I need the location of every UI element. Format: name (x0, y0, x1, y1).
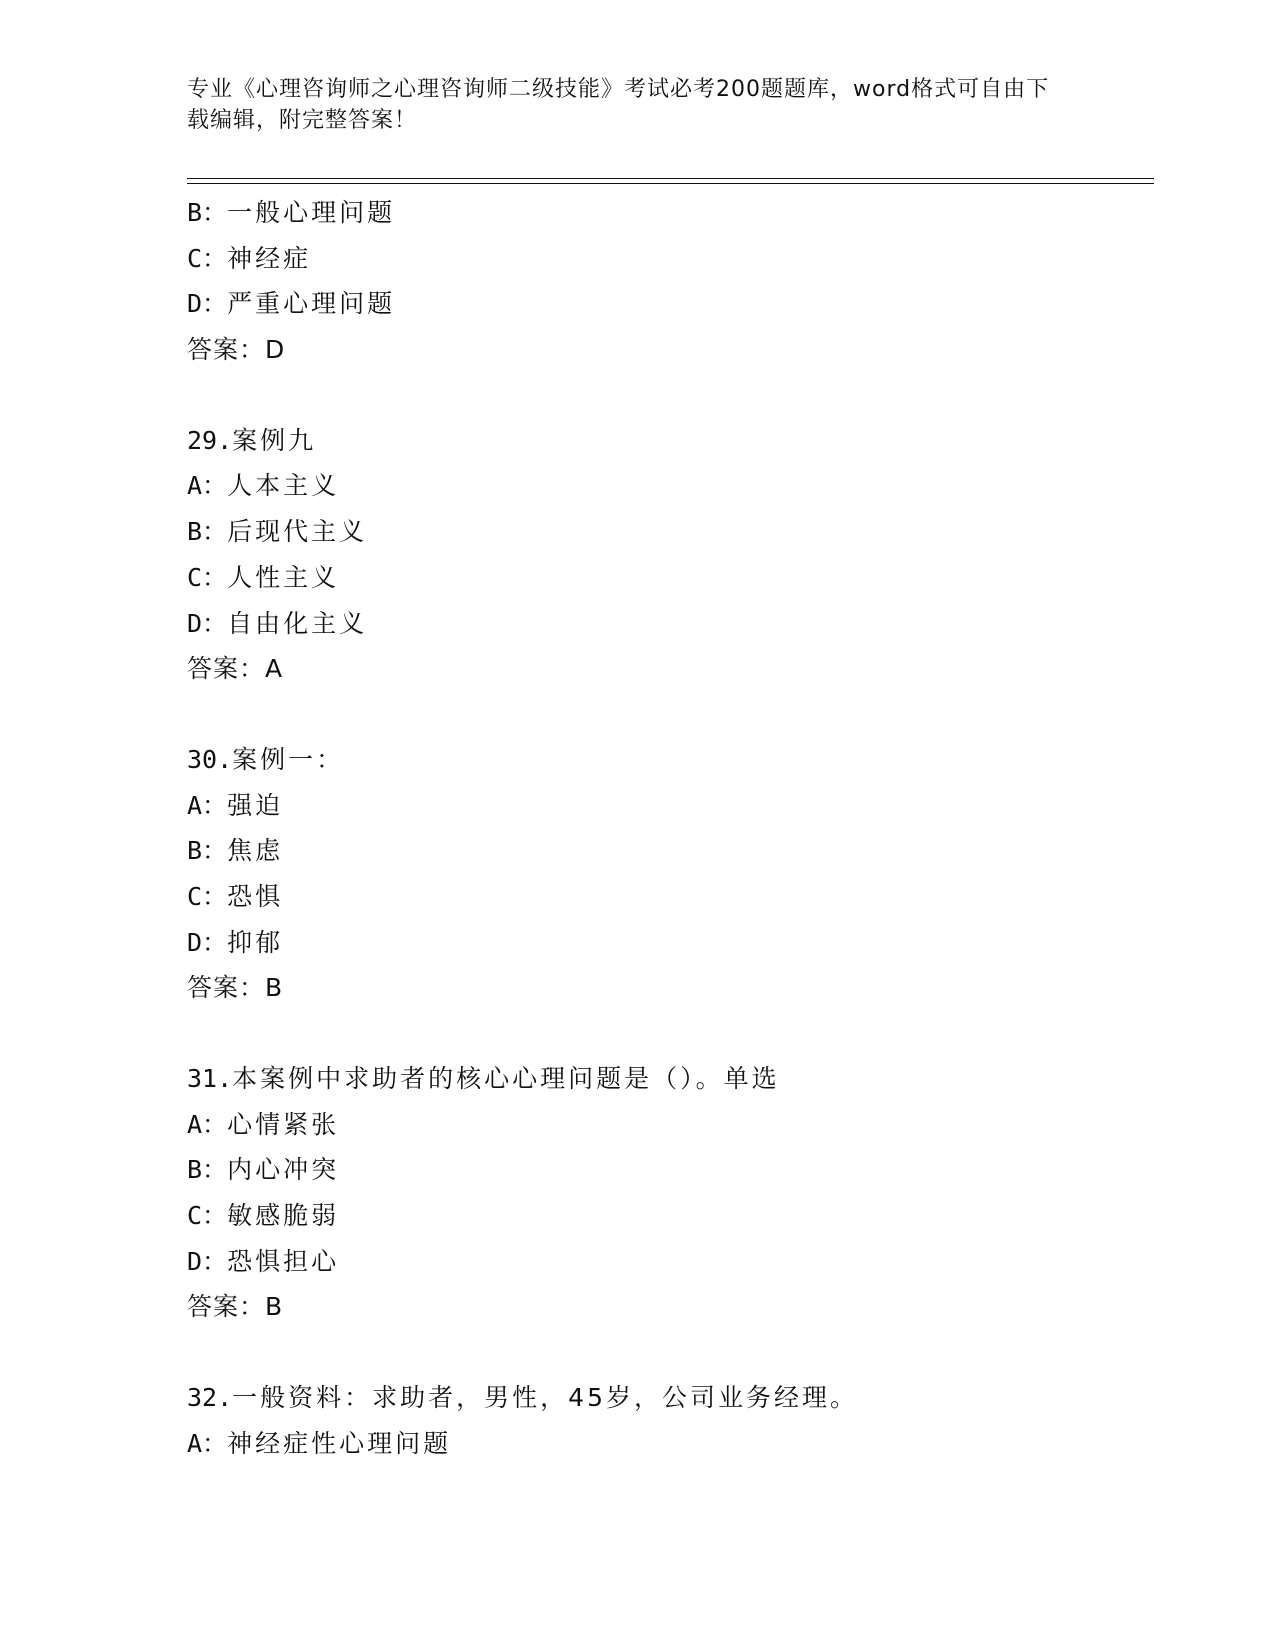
option-text: 焦虑 (227, 836, 284, 866)
question-stem: 一般资料：求助者，男性，45岁，公司业务经理。 (232, 1383, 858, 1413)
option-key: D： (187, 927, 228, 957)
option-key: D： (187, 289, 228, 319)
question-text (187, 1056, 1154, 1102)
header-divider-bottom (187, 183, 1154, 184)
question-number: 32. (187, 1383, 233, 1413)
option-b (187, 509, 1154, 555)
option-a (187, 463, 1154, 509)
question-block-28 (187, 190, 1154, 373)
option-d (187, 1239, 1154, 1285)
option-text: 神经症 (227, 243, 312, 273)
option-key: D： (187, 1246, 228, 1276)
option-a (187, 1102, 1154, 1148)
answer-line: 答案：D (187, 335, 286, 365)
option-key: D： (187, 608, 228, 638)
option-key: C： (187, 562, 228, 592)
option-c (187, 236, 1154, 282)
answer-line: 答案：B (187, 973, 284, 1003)
option-c (187, 1193, 1154, 1239)
option-text: 内心冲突 (227, 1155, 340, 1185)
question-block-31 (187, 1056, 1154, 1330)
question-stem: 本案例中求助者的核心心理问题是（）。单选 (232, 1064, 780, 1093)
answer-line: 答案：B (187, 1292, 284, 1322)
option-key: B： (187, 198, 228, 227)
option-c (187, 874, 1154, 920)
option-key: B： (187, 836, 228, 866)
option-key: C： (187, 881, 228, 911)
question-list (187, 190, 1154, 1467)
header-divider-top (187, 178, 1154, 179)
option-key: A： (187, 1109, 228, 1139)
question-stem: 案例九 (232, 425, 317, 455)
question-block-30 (187, 737, 1154, 1011)
question-block-29 (187, 418, 1154, 692)
question-stem: 案例一： (232, 744, 345, 774)
question-text (187, 418, 1154, 464)
option-text: 人性主义 (227, 562, 340, 592)
option-key: C： (187, 243, 228, 273)
option-a (187, 783, 1154, 829)
option-b (187, 1147, 1154, 1193)
option-b (187, 828, 1154, 874)
question-number: 29. (187, 425, 233, 455)
option-c (187, 555, 1154, 601)
option-b (187, 190, 1154, 236)
option-text: 恐惧担心 (227, 1246, 340, 1276)
option-text: 恐惧 (227, 881, 284, 911)
option-a (187, 1421, 1154, 1467)
option-text: 神经症性心理问题 (227, 1428, 452, 1458)
option-text: 人本主义 (227, 471, 340, 501)
option-key: A： (187, 471, 228, 501)
option-key: B： (187, 517, 228, 547)
option-key: C： (187, 1201, 228, 1231)
option-key: A： (187, 790, 228, 820)
option-d (187, 281, 1154, 327)
answer-line: 答案：A (187, 654, 284, 684)
option-text: 强迫 (227, 790, 284, 820)
option-text: 敏感脆弱 (227, 1201, 340, 1231)
option-text: 一般心理问题 (227, 198, 396, 227)
option-text: 抑郁 (227, 927, 284, 957)
question-block-32 (187, 1375, 1154, 1466)
option-key: B： (187, 1155, 228, 1185)
option-d (187, 920, 1154, 966)
option-text: 心情紧张 (227, 1109, 340, 1139)
option-d (187, 601, 1154, 647)
option-text: 后现代主义 (227, 517, 368, 547)
question-number: 30. (187, 744, 233, 774)
question-number: 31. (187, 1064, 233, 1093)
question-text (187, 1375, 1154, 1421)
option-key: A： (187, 1428, 228, 1458)
document-header: 专业《心理咨询师之心理咨询师二级技能》考试必考200题题库，word格式可自由下载编辑，附完整答案！ (187, 77, 1050, 133)
option-text: 严重心理问题 (227, 289, 396, 319)
question-text (187, 737, 1154, 783)
option-text: 自由化主义 (227, 608, 368, 638)
